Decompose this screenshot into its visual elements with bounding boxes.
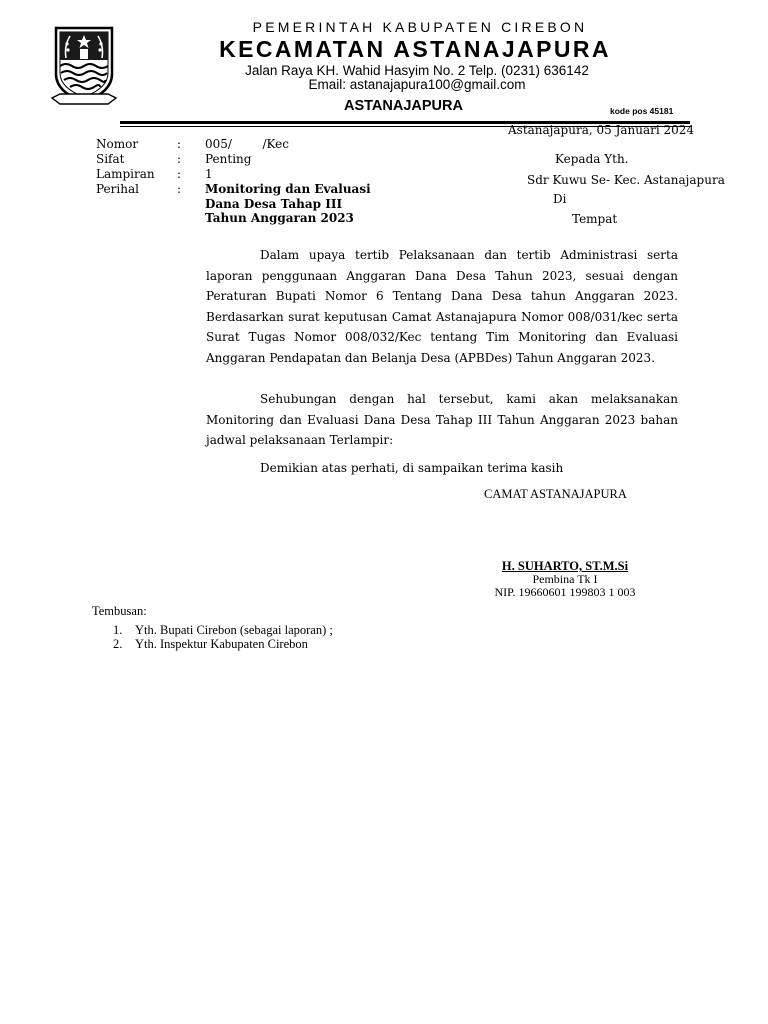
- body-paragraph-1: Dalam upaya tertib Pelaksanaan dan tertib Administrasi serta laporan penggunaan Anggaran Dana Desa Tahun 2023, sesuai dengan Peraturan Bupati Nomor 6 Tentang Dana Desa tahun Anggaran 2023. Berdasarkan surat keputusan Camat Astanajapura Nomor 008/031/kec serta Surat Tugas Nomor 008/032/Kec tentang Tim Monitoring dan Evaluasi Anggaran Pendapatan dan Belanja Desa (APBDes) Tahun Anggaran 2023.: [206, 248, 678, 365]
- subject-label: Perihal: [96, 182, 139, 196]
- carbon-copy-heading: Tembusan:: [92, 604, 147, 618]
- signatory-rank: Pembina Tk I: [532, 572, 598, 586]
- government-name: PEMERINTAH KABUPATEN CIREBON: [252, 19, 588, 35]
- signatory-title: CAMAT ASTANAJAPURA: [484, 487, 627, 501]
- nature-value: Penting: [205, 152, 252, 166]
- signatory-nip: NIP. 19660601 199803 1 003: [494, 585, 636, 599]
- nature-colon: :: [177, 152, 182, 166]
- recipient-place: Tempat: [572, 212, 618, 226]
- subject-line-3: Tahun Anggaran 2023: [205, 211, 354, 225]
- office-name: KECAMATAN ASTANAJAPURA: [219, 36, 611, 62]
- office-place: ASTANAJAPURA: [344, 98, 463, 114]
- office-email: Email: astanajapura100@gmail.com: [308, 77, 526, 92]
- number-value: 005/ /Kec: [205, 137, 289, 151]
- subject-colon: :: [177, 182, 182, 196]
- carbon-copy-item: Yth. Inspektur Kabupaten Cirebon: [135, 637, 308, 651]
- carbon-copy-number: 1.: [113, 623, 123, 637]
- letter-date: Astanajapura, 05 Januari 2024: [508, 123, 695, 137]
- nature-label: Sifat: [96, 152, 125, 166]
- carbon-copy-item: Yth. Bupati Cirebon (sebagai laporan) ;: [135, 623, 333, 637]
- recipient-di: Di: [553, 192, 567, 206]
- office-address: Jalan Raya KH. Wahid Hasyim No. 2 Telp. (0231) 636142: [245, 63, 589, 78]
- attachment-value: 1: [205, 167, 213, 181]
- subject-line-2: Dana Desa Tahap III: [205, 197, 343, 211]
- recipient-greeting: Kepada Yth.: [555, 152, 629, 166]
- carbon-copy-number: 2.: [113, 637, 123, 651]
- number-label: Nomor: [96, 137, 139, 151]
- postal-code: kode pos 45181: [610, 106, 674, 116]
- number-colon: :: [177, 137, 182, 151]
- signatory-name: H. SUHARTO, ST.M.Si: [501, 559, 629, 573]
- recipient-name: Sdr Kuwu Se- Kec. Astanajapura: [527, 173, 725, 187]
- subject-line-1: Monitoring dan Evaluasi: [205, 182, 371, 196]
- attachment-colon: :: [177, 167, 182, 181]
- attachment-label: Lampiran: [96, 167, 155, 181]
- body-paragraph-2: Sehubungan dengan hal tersebut, kami akan melaksanakan Monitoring dan Evaluasi Dana Desa Tahap III Tahun Anggaran 2023 bahan jadwal pelaksanaan Terlampir:: [206, 392, 678, 447]
- closing-sentence: Demikian atas perhati, di sampaikan terima kasih: [260, 461, 564, 475]
